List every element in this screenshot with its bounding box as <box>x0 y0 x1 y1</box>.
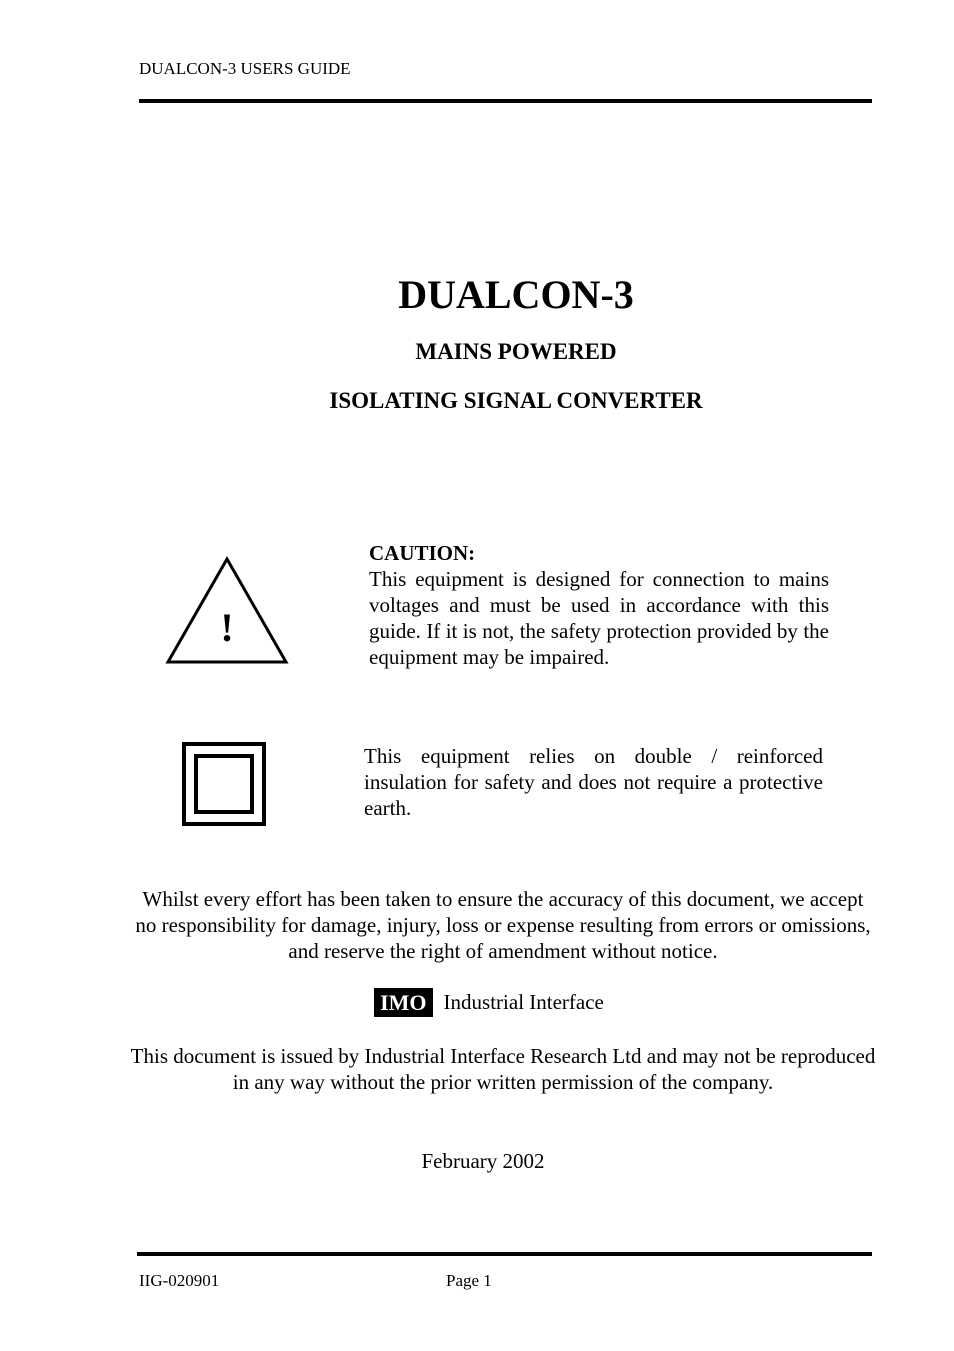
document-subtitle-line-2: ISOLATING SIGNAL CONVERTER <box>329 388 703 413</box>
double-insulation-icon <box>182 742 266 826</box>
company-line <box>0 988 954 1017</box>
caution-text: This equipment is designed for connection to mains voltages and must be used in accordance with this guide. If it is not, the safety protection provided by the equipment may be impaired. <box>369 567 829 669</box>
issue-date: February 2002 <box>421 1149 545 1173</box>
document-code: IIG-020901 <box>139 1271 220 1290</box>
caution-heading: CAUTION: <box>369 541 476 565</box>
company-name: Industrial Interface <box>443 990 604 1014</box>
page-number: Page 1 <box>446 1271 492 1290</box>
footer-rule <box>137 1252 872 1256</box>
insulation-notice-text: This equipment relies on double / reinforced insulation for safety and does not require a protective earth. <box>364 744 823 820</box>
copyright-notice: This document is issued by Industrial Interface Research Ltd and may not be reproduced in any way without the prior written permission of the company. <box>130 1044 876 1094</box>
header-rule <box>139 99 872 103</box>
warning-exclamation: ! <box>220 605 234 650</box>
warning-triangle-icon <box>165 556 289 666</box>
document-subtitle-line-1: MAINS POWERED <box>415 339 617 364</box>
running-header: DUALCON-3 USERS GUIDE <box>139 59 351 78</box>
disclaimer-text: Whilst every effort has been taken to ensure the accuracy of this document, we accept no responsibility for damage, injury, loss or expense resulting from errors or omissions, and reserve the right of amendment without notice. <box>135 887 871 963</box>
document-title: DUALCON-3 <box>398 272 634 317</box>
imo-logo: IMO <box>374 988 432 1017</box>
